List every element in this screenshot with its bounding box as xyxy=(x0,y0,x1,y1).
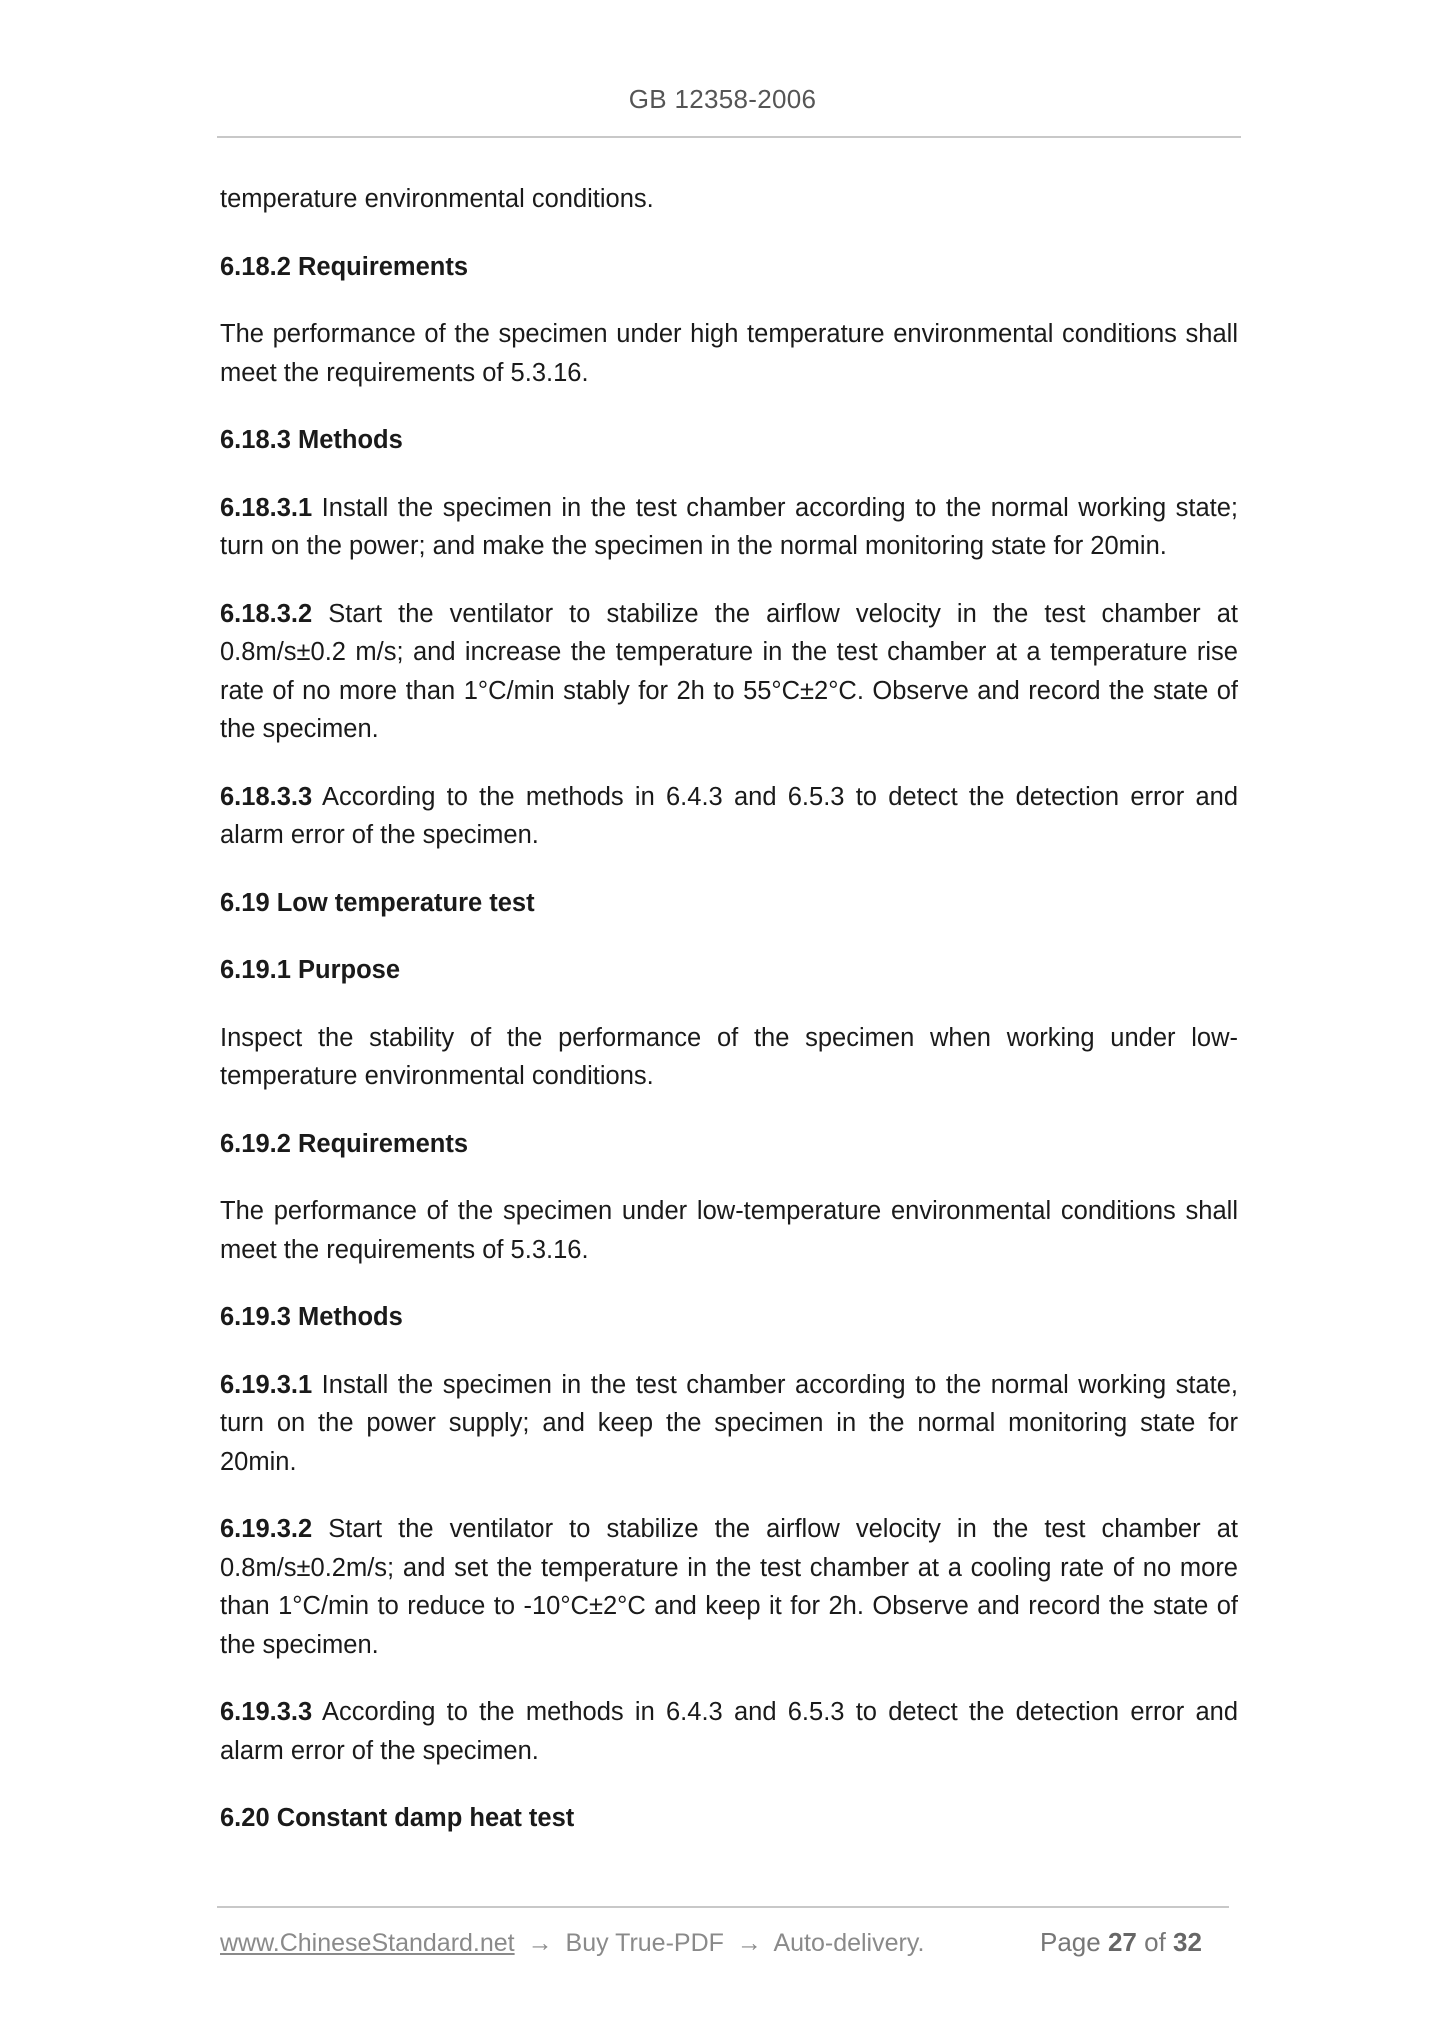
section-heading: 6.20 Constant damp heat test xyxy=(220,1804,575,1832)
clause-number: 6.18.3.3 xyxy=(220,782,313,811)
page-current: 27 xyxy=(1107,1927,1137,1957)
buy-pdf-text: Buy True-PDF xyxy=(565,1929,724,1957)
body-paragraph xyxy=(220,1693,1238,1770)
document-body xyxy=(220,180,1238,1867)
site-link[interactable]: www.ChineseStandard.net xyxy=(220,1929,515,1957)
body-paragraph xyxy=(220,778,1238,855)
page-of-label: of xyxy=(1144,1927,1166,1957)
page-number xyxy=(1040,1927,1202,1958)
page-total: 32 xyxy=(1173,1927,1202,1957)
section-heading: 6.18.3 Methods xyxy=(220,426,403,454)
clause-text: Install the specimen in the test chamber according to the normal working state; turn on the power; and make the specimen in the normal monitoring state for 20min. xyxy=(220,493,1238,560)
clause-text: According to the methods in 6.4.3 and 6.5.3 to detect the detection error and alarm error of the specimen. xyxy=(220,1698,1238,1765)
body-paragraph xyxy=(220,595,1238,749)
body-paragraph: Inspect the stability of the performance of the specimen when working under low-temperature environmental conditions. xyxy=(220,1023,1238,1090)
body-paragraph: The performance of the specimen under high temperature environmental conditions shall meet the requirements of 5.3.16. xyxy=(220,320,1238,387)
body-paragraph xyxy=(220,1510,1238,1664)
arrow-right-icon: → xyxy=(736,1929,762,1957)
body-paragraph xyxy=(220,489,1238,566)
clause-number: 6.19.3.1 xyxy=(220,1370,313,1399)
body-paragraph xyxy=(220,1366,1238,1482)
arrow-right-icon: → xyxy=(527,1929,553,1957)
clause-text: Start the ventilator to stabilize the airflow velocity in the test chamber at 0.8m/s±0.2m/s; and set the temperature in the test chamber at a cooling rate of no more than 1°C/min to reduce to -10°C±2°C and keep it for 2h. Observe and record the state of the specimen. xyxy=(220,1515,1238,1659)
footer-divider xyxy=(217,1906,1229,1908)
body-paragraph: temperature environmental conditions. xyxy=(220,185,654,213)
clause-number: 6.18.3.2 xyxy=(220,599,313,628)
section-heading: 6.19.2 Requirements xyxy=(220,1129,469,1158)
section-heading: 6.19 Low temperature test xyxy=(220,888,535,917)
clause-number: 6.19.3.3 xyxy=(220,1698,313,1726)
clause-text: Install the specimen in the test chamber according to the normal working state, turn on the power supply; and keep the specimen in the normal monitoring state for 20min. xyxy=(220,1370,1238,1476)
page-label: Page xyxy=(1040,1927,1101,1957)
section-heading: 6.19.1 Purpose xyxy=(220,956,401,984)
clause-text: According to the methods in 6.4.3 and 6.5.3 to detect the detection error and alarm error of the specimen. xyxy=(220,782,1238,849)
section-heading: 6.18.2 Requirements xyxy=(220,252,469,281)
auto-delivery-text: Auto-delivery. xyxy=(773,1929,925,1957)
clause-number: 6.18.3.1 xyxy=(220,493,313,522)
clause-text: Start the ventilator to stabilize the airflow velocity in the test chamber at 0.8m/s±0.2 m/s; and increase the temperature in the test chamber at a temperature rise rate of no more than 1°C/min stably for 2h to 55°C±2°C. Observe and record the state of the specimen. xyxy=(220,599,1238,743)
body-paragraph: The performance of the specimen under low-temperature environmental conditions shall meet the requirements of 5.3.16. xyxy=(220,1197,1238,1264)
section-heading: 6.19.3 Methods xyxy=(220,1303,403,1331)
footer-links xyxy=(220,1929,924,1958)
header-divider xyxy=(217,136,1241,138)
document-code: GB 12358-2006 xyxy=(628,84,817,114)
clause-number: 6.19.3.2 xyxy=(220,1515,313,1543)
